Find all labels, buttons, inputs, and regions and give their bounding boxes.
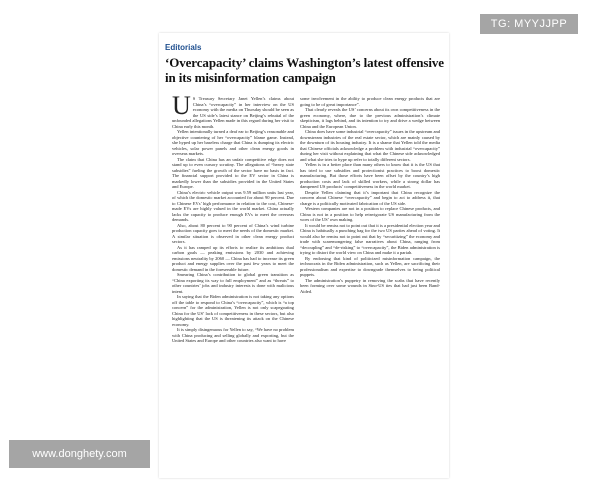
- dropcap: U: [172, 91, 191, 120]
- body-paragraph: By endorsing that kind of politicized misinformation campaign, the technocrats in the Biden administration, such as Yellen, are sacrificing their professionalism and expertise to downgrade themselves to being political puppets.: [300, 255, 440, 277]
- headline: ‘Overcapacity’ claims Washington’s latest offensive in its misinformation campaign: [165, 55, 444, 85]
- body-paragraph: China does have some industrial “overcapacity” issues in the upstream and downstream industries of the real estate sector, which are mainly caused by the downturn of its housing industry. It is a shame that Yellen told the media that Chinese officials acknowledge a problem with industrial “overcapacity” during her visit without explaining that what the Chinese side acknowledged and what she tries to hype up refer to totally different sectors.: [300, 129, 440, 162]
- right-column: [300, 96, 440, 294]
- body-paragraph: It would be remiss not to point out that it is a presidential election year and China is habitually a punching bag for the two US parties ahead of voting. It would also be remiss not to point out that by “securitizing” the economy and trade with scaremongering false narratives about China, ranging from “decoupling” and “de-risking” to “overcapacity”, the Biden administration is trying to distort the world view on China and make it a pariah.: [300, 222, 440, 255]
- left-column: [172, 91, 294, 344]
- body-paragraph: Also, about 80 percent to 90 percent of China’s wind turbine production capacity goes to meet the needs of the domestic market. A similar situation is observed in other clean energy product sectors.: [172, 222, 294, 244]
- body-paragraph: As it has ramped up its efforts to realize its ambitious dual carbon goals — peaking emissions by 2030 and achieving emissions neutrality by 2060 — China has had to increase its green product and energy supplies over the past few years to meet the domestic demand in the foreseeable future.: [172, 244, 294, 272]
- watermark-tag: TG: MYYJJPP: [480, 14, 578, 34]
- lead-paragraph: [172, 91, 294, 129]
- body-paragraph: Western companies are not in a position to replace Chinese products, and China is not in a position to help reinvigorate US manufacturing from the woes of the US’ own making.: [300, 206, 440, 222]
- body-paragraph: Despite Yellen claiming that it’s important that China recognize the concern about Chinese “overcapacity” and begin to act to address it, that charge is a politically motivated fabrication of the US side.: [300, 189, 440, 206]
- body-paragraph: some involvement in the ability to produce clean energy products that are going to be of great importance”.: [300, 96, 440, 107]
- lead-paragraph-text: S Treasury Secretary Janet Yellen’s claims about China’s “overcapacity” in her interview on the US economy with the media on Thursday should be seen as the US side’s latest stance on Beijing’s rebuttal of the unfounded allegations Yellen made in this regard during her visit to China early this month.: [172, 96, 294, 129]
- body-paragraph: Yellen is in a better place than many others to know that it is the US that has tried to use subsidies and protectionist practices to boost domestic manufacturing. But those efforts have been offset by the country’s high production costs and lack of skilled workers, while a strong dollar has dampened US products’ competitiveness in the world market.: [300, 162, 440, 189]
- body-paragraph: That clearly reveals the US’ concerns about its own competitiveness in the green economy, where, due to the previous administration’s climate skepticism, it lags behind, and its intention to try and drive a wedge between China and the European Union.: [300, 107, 440, 129]
- body-paragraph: Smearing China’s contribution to global green transition as “China exporting its way to full employment” and as “threats” to other countries’ jobs and industry interests is done with malicious intent.: [172, 272, 294, 294]
- body-paragraph: It is simply disingenuous for Yellen to say, “We have no problem with China producing and selling globally and exporting, but the United States and Europe and other countries also want to have: [172, 327, 294, 343]
- body-paragraph: China’s electric vehicle output was 9.59 million units last year, of which the domestic market accounted for about 90 percent. Due to Chinese EVs’ high performance in relation to the cost, Chinese-made EVs are highly valued in the world market. China actually lacks the capacity to produce enough EVs to meet the overseas demands.: [172, 189, 294, 222]
- body-paragraph: The administration’s puppetry in removing the scabs that have recently been forming over some wounds in Sino-US ties that had just been Band-Aided.: [300, 277, 440, 294]
- body-paragraph: Yellen intentionally turned a deaf ear to Beijing’s reasonable and objective countering of her “overcapacity” blame game. Instead, she hyped up her baseless charge that China is dumping its electric vehicles, solar power panels and other clean energy goods in overseas markets.: [172, 129, 294, 156]
- watermark-url: www.donghety.com: [9, 440, 150, 468]
- section-label: Editorials: [165, 43, 202, 52]
- body-paragraph: In saying that the Biden administration is not taking any options off the table to respond to China’s “overcapacity”, which is “a top concern” for the administration, Yellen is not only scapegoating China for the US’ lack of competitiveness in these sectors, but also highlighting that the US is threatening its attack on the Chinese economy.: [172, 294, 294, 327]
- body-paragraph: The claim that China has an unfair competitive edge does not stand up to even cursory scrutiny. The allegations of “heavy state subsidies” fueling the growth of the sector have no basis in fact. The financial support provided to the EV sector in China is markedly lower than the subsidies provided in the United States and Europe.: [172, 156, 294, 189]
